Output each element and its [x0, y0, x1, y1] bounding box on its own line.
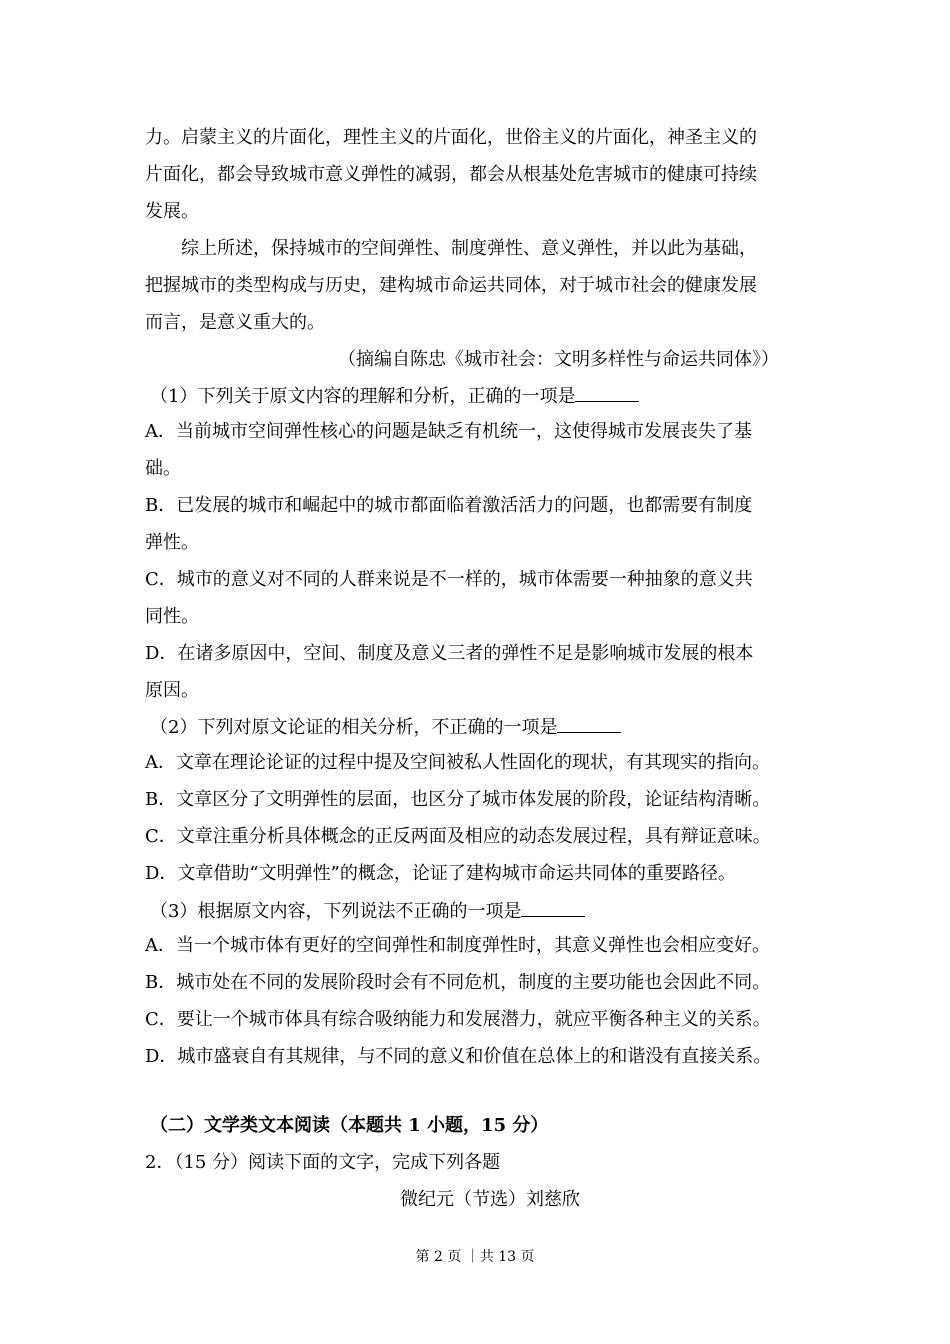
- answer-blank: [521, 898, 585, 917]
- question-1-option: 础。: [145, 458, 181, 479]
- passage-title: 微纪元（节选）刘慈欣: [400, 1189, 580, 1210]
- body-paragraph-line: 发展。: [145, 201, 199, 222]
- question-1-option: 弹性。: [145, 532, 199, 553]
- page-footer: 第 2 页 ｜共 13 页: [415, 1249, 535, 1265]
- source-citation: （摘编自陈忠《城市社会：文明多样性与命运共同体》）: [338, 349, 779, 370]
- question-1-option: D．在诸多原因中，空间、制度及意义三者的弹性不足是影响城市发展的根本: [145, 643, 754, 664]
- body-paragraph-line: 综上所述，保持城市的空间弹性、制度弹性、意义弹性，并以此为基础，: [181, 238, 757, 259]
- body-paragraph-line: 把握城市的类型构成与历史，建构城市命运共同体，对于城市社会的健康发展: [145, 275, 757, 296]
- question-2-option: C．文章注重分析具体概念的正反两面及相应的动态发展过程，具有辩证意味。: [145, 826, 771, 847]
- body-paragraph-line: 而言，是意义重大的。: [145, 312, 325, 333]
- answer-blank: [557, 714, 621, 733]
- body-paragraph-line: 片面化，都会导致城市意义弹性的减弱，都会从根基处危害城市的健康可持续: [145, 164, 757, 185]
- question-1-option: B．已发展的城市和崛起中的城市都面临着激活活力的问题，也都需要有制度: [145, 495, 753, 516]
- question-1-stem: （1）下列关于原文内容的理解和分析，正确的一项是: [150, 383, 815, 409]
- question-3-option: D．城市盛衰自有其规律，与不同的意义和价值在总体上的和谐没有直接关系。: [145, 1046, 772, 1067]
- answer-blank: [575, 383, 639, 402]
- question-1-option: A．当前城市空间弹性核心的问题是缺乏有机统一，这使得城市发展丧失了基: [145, 421, 752, 442]
- section-heading: （二）文学类文本阅读（本题共 1 小题，15 分）: [150, 1115, 549, 1136]
- body-paragraph-line: 力。启蒙主义的片面化，理性主义的片面化，世俗主义的片面化，神圣主义的: [145, 127, 757, 148]
- question-3-option: B．城市处在不同的发展阶段时会有不同危机，制度的主要功能也会因此不同。: [145, 972, 771, 993]
- question-2-option: D．文章借助“文明弹性”的概念，论证了建构城市命运共同体的重要路径。: [145, 863, 736, 884]
- question-2-option: B．文章区分了文明弹性的层面，也区分了城市体发展的阶段，论证结构清晰。: [145, 789, 771, 810]
- question-3-option: A．当一个城市体有更好的空间弹性和制度弹性时，其意义弹性也会相应变好。: [145, 935, 770, 956]
- question-1-option: 原因。: [145, 680, 199, 701]
- question-2-stem: （2）下列对原文论证的相关分析，不正确的一项是: [150, 714, 815, 740]
- question-2-option: A．文章在理论论证的过程中提及空间被私人性固化的现状，有其现实的指向。: [145, 752, 770, 773]
- question-3-option: C．要让一个城市体具有综合吸纳能力和发展潜力，就应平衡各种主义的关系。: [145, 1009, 771, 1030]
- question-2-intro: 2．（15 分）阅读下面的文字，完成下列各题: [145, 1152, 501, 1173]
- question-1-option: C．城市的意义对不同的人群来说是不一样的，城市体需要一种抽象的意义共: [145, 569, 753, 590]
- question-1-option: 同性。: [145, 606, 199, 627]
- question-3-stem: （3）根据原文内容，下列说法不正确的一项是: [150, 898, 815, 924]
